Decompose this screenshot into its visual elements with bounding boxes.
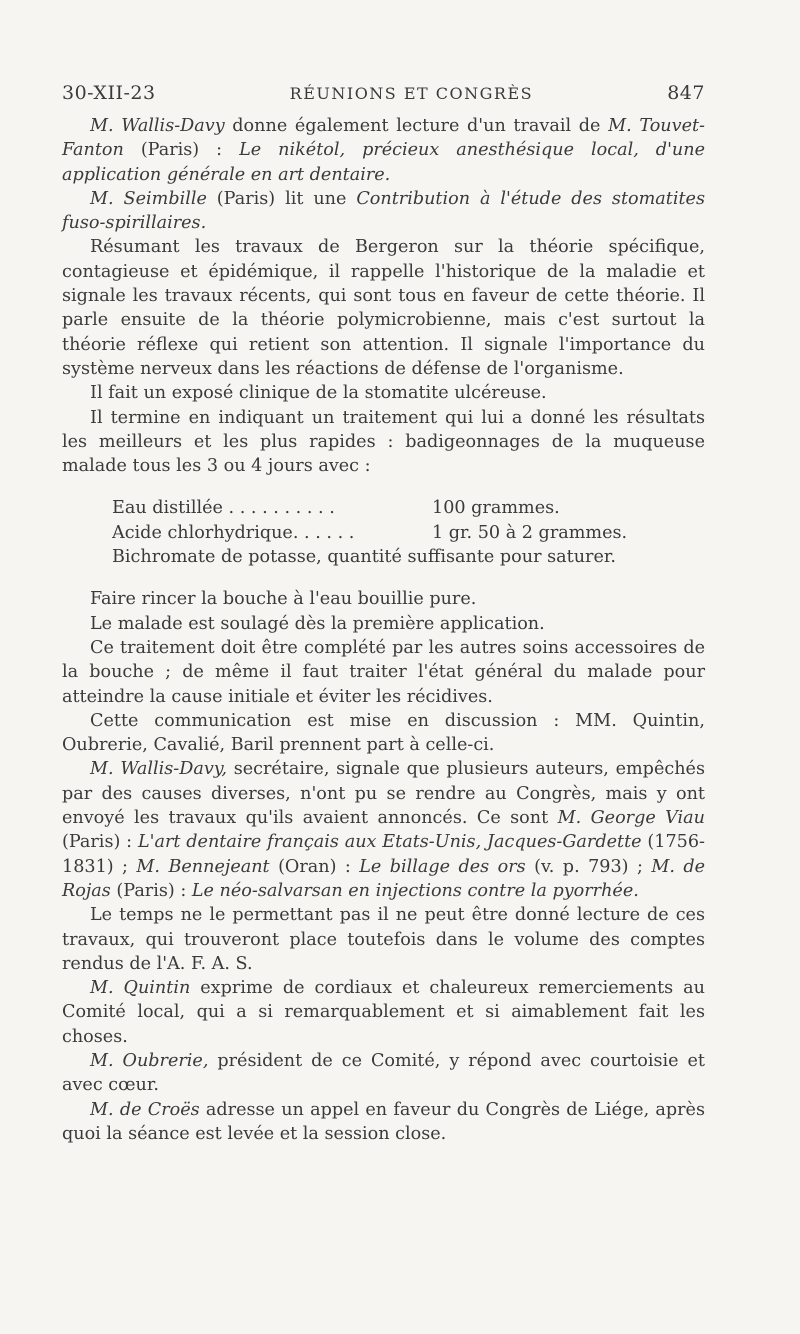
recipe-row — [112, 545, 705, 569]
text-run: (1756-1831) ; — [62, 832, 705, 877]
recipe-ingredient: Bichromate de potasse, quantité suffisante pour saturer. — [112, 547, 616, 568]
paragraph-11: Le temps ne le permettant pas il ne peut être donné lecture de ces travaux, qui trouveront place toutefois dans le volume des comptes rendus de l'A. F. A. S. — [62, 905, 705, 974]
paragraph-5: Il termine en indiquant un traitement qui lui a donné les résultats les meilleurs et les plus rapides : badigeonnages de la muqueuse malade tous les 3 ou 4 jours avec : — [62, 407, 705, 477]
text-run: donne également lecture d'un travail de — [224, 116, 609, 136]
text-run: adresse un appel en faveur du Congrès de Liége, après quoi la séance est levée et la session close. — [62, 1099, 705, 1144]
recipe — [112, 496, 705, 569]
header-date: 30-XII-23 — [62, 82, 156, 104]
recipe-row — [112, 496, 705, 520]
author-name: M. Bennejeant — [136, 856, 270, 877]
text-run: (Oran) : — [269, 856, 360, 877]
work-title: Le nikétol, précieux anesthésique local, d'une application générale en art dentaire. — [62, 140, 705, 185]
text-run: exprime de cordiaux et chaleureux remerciements au Comité local, qui a si remarquablement et si aimablement fait les choses. — [62, 978, 705, 1047]
work-title: L'art dentaire français aux Etats-Unis, Jacques-Gardette — [137, 832, 642, 853]
running-header — [62, 82, 705, 104]
recipe-ingredient: Eau distillée . . . . . . . . . . — [112, 498, 335, 519]
paragraph-6: Faire rincer la bouche à l'eau bouillie pure. — [90, 589, 477, 610]
work-title: Le billage des ors — [359, 856, 526, 877]
text-run: (Paris) : — [123, 140, 240, 161]
text-run: secrétaire, signale que plusieurs auteurs, empêchés par des causes diverses, n'ont pu se rendre au Congrès, mais y ont envoyé les travaux qu'ils avaient annoncés. Ce sont — [62, 759, 705, 829]
paragraph-12 — [62, 976, 705, 1049]
text-run: (Paris) : — [110, 880, 192, 901]
body-text — [62, 114, 705, 1146]
work-title: Contribution à l'étude des stomatites fuso-spirillaires. — [62, 188, 705, 234]
paragraph-13 — [62, 1049, 705, 1098]
paragraph-10 — [62, 757, 705, 903]
author-name: M. Oubrerie, — [90, 1050, 209, 1071]
author-name: M. Touvet-Fanton — [62, 116, 706, 161]
paragraph-14 — [62, 1098, 705, 1147]
paragraph-4: Il fait un exposé clinique de la stomatite ulcéreuse. — [90, 383, 547, 404]
text-run: président de ce Comité, y répond avec courtoisie et avec cœur. — [62, 1050, 705, 1096]
work-title: Le néo-salvarsan en injections contre la pyorrhée. — [191, 880, 639, 901]
recipe-quantity: 1 gr. 50 à 2 grammes. — [432, 522, 628, 543]
text-run: (Paris) : — [62, 832, 138, 853]
header-section: RÉUNIONS ET CONGRÈS — [289, 84, 534, 103]
author-name: M. Wallis-Davy — [90, 116, 225, 136]
author-name: M. Seimbille — [90, 188, 207, 209]
text-run: (v. p. 793) ; — [525, 856, 652, 877]
page-number: 847 — [667, 82, 705, 104]
recipe-quantity: 100 grammes. — [432, 498, 560, 519]
author-name: M. de Rojas — [62, 856, 706, 901]
paragraph-7: Le malade est soulagé dès la première application. — [90, 613, 545, 634]
author-name: M. George Viau — [557, 808, 705, 829]
paragraph-9: Cette communication est mise en discussion : MM. Quintin, Oubrerie, Cavalié, Baril prennent part à celle-ci. — [62, 710, 705, 756]
recipe-row — [112, 521, 705, 545]
paragraph-8: Ce traitement doit être complété par les autres soins accessoires de la bouche ; de même il faut traiter l'état général du malade pour atteindre la cause initiale et éviter les récidives. — [62, 637, 705, 707]
author-name: M. Quintin — [90, 978, 191, 999]
paragraph-1 — [62, 114, 705, 187]
author-name: M. Wallis-Davy, — [90, 759, 227, 780]
paragraph-3: Résumant les travaux de Bergeron sur la théorie spécifique, contagieuse et épidémique, il rappelle l'historique de la maladie et signale les travaux récents, qui sont tous en faveur de cette théorie. Il parle ensuite de la théorie polymicrobienne, mais c'est surtout la théorie réflexe qui retient son attention. Il signale l'importance du système nerveux dans les réactions de défense de l'organisme. — [62, 237, 705, 379]
recipe-ingredient: Acide chlorhydrique. . . . . . — [112, 522, 355, 543]
paragraph-2 — [62, 187, 705, 236]
text-run: (Paris) lit une — [206, 188, 357, 209]
author-name: M. de Croës — [90, 1099, 200, 1120]
